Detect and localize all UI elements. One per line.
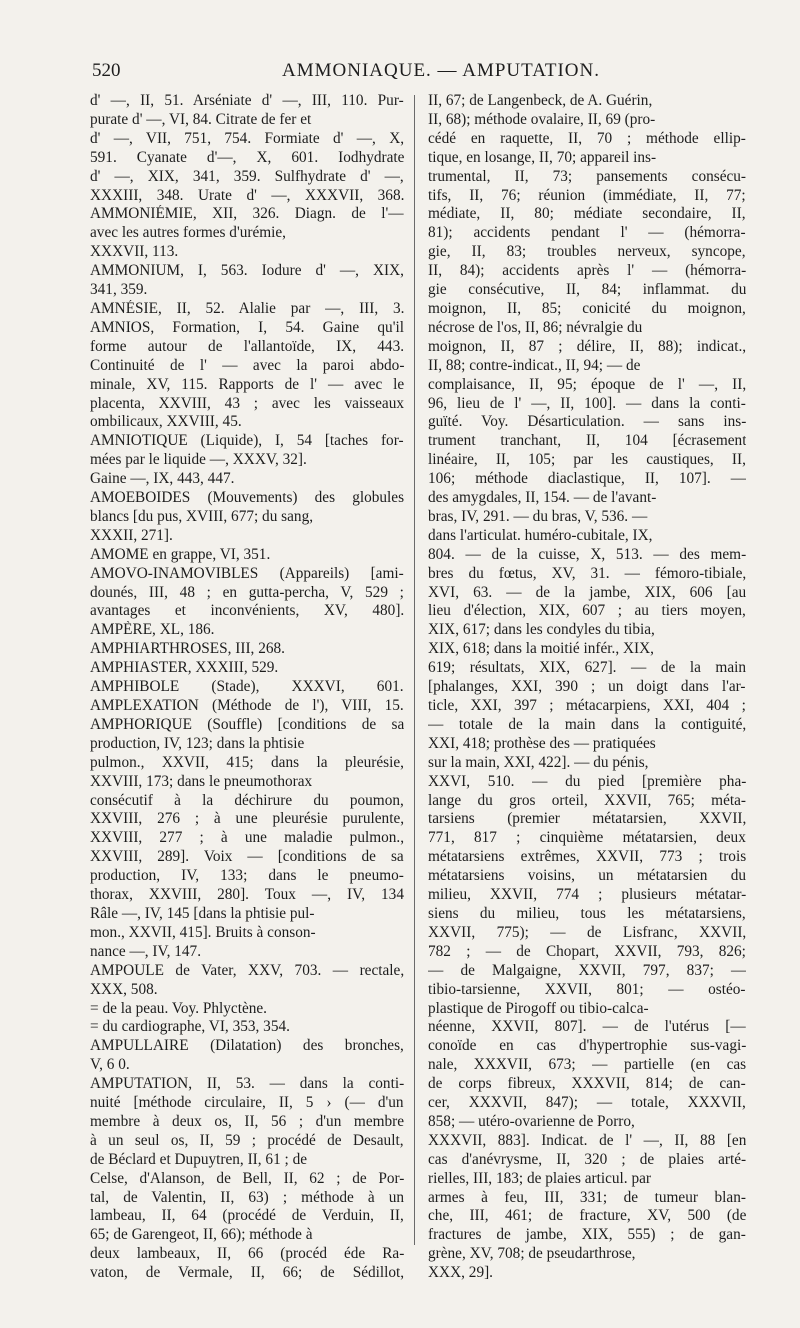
text-line: Râle —, IV, 145 [dans la phtisie pul- bbox=[90, 904, 315, 922]
text-line: 65; de Garengeot, II, 66); méthode à bbox=[90, 1226, 313, 1244]
text-line: forme autour de l'allantoïde, IX, 443. bbox=[90, 337, 404, 355]
text-line: tique, en losange, II, 70; appareil ins- bbox=[428, 148, 657, 166]
text-line: = de la peau. Voy. Phlyctène. bbox=[90, 999, 267, 1017]
text-line: deux lambeaux, II, 66 (procéd éde Ra- bbox=[90, 1245, 404, 1263]
text-line: d' —, VII, 751, 754. Formiate d' —, X, bbox=[90, 129, 404, 147]
text-line: AMNIOTIQUE (Liquide), I, 54 [taches for- bbox=[90, 432, 404, 450]
text-line: 771, 817 ; cinquième métatarsien, deux bbox=[428, 829, 746, 847]
text-line: nale, XXXVII, 673; — partielle (en cas bbox=[428, 1056, 746, 1074]
text-line: tibio-tarsienne, XXVII, 801; — ostéo- bbox=[428, 980, 746, 998]
text-line: XIX, 618; dans la moitié infér., XIX, bbox=[428, 640, 655, 658]
text-line: rielles, III, 183; de plaies articul. par bbox=[428, 1169, 651, 1187]
text-line: lieu d'élection, XIX, 607 ; au tiers moyen, bbox=[428, 602, 746, 620]
text-line: métatarsiens extrêmes, XXVII, 773 ; trois bbox=[428, 848, 746, 866]
text-line: dounés, III, 48 ; en gutta-percha, V, 529 ; bbox=[90, 583, 404, 601]
text-line: V, 6 0. bbox=[90, 1056, 130, 1074]
text-line: AMPOULE de Vater, XXV, 703. — rectale, bbox=[90, 961, 404, 979]
text-line: II, 88; contre-indicat., II, 94; — de bbox=[428, 356, 641, 374]
text-line: XXXVII, 113. bbox=[90, 243, 179, 261]
text-line: bres du fœtus, XV, 31. — fémoro-tibiale, bbox=[428, 564, 746, 582]
text-line: membre à deux os, II, 56 ; d'un membre bbox=[90, 1112, 404, 1130]
text-line: 782 ; — de Chopart, XXVII, 793, 826; bbox=[428, 942, 746, 960]
text-line: trumental, II, 73; pansements consécu- bbox=[428, 167, 746, 185]
text-line: 619; résultats, XIX, 627]. — de la main bbox=[428, 659, 746, 677]
text-line: bras, IV, 291. — du bras, V, 536. — bbox=[428, 507, 648, 525]
text-line: des amygdales, II, 154. — de l'avant- bbox=[428, 489, 657, 507]
text-line: d' —, II, 51. Arséniate d' —, III, 110. Pur- bbox=[90, 92, 404, 109]
text-line: de corps fibreux, XXXVII, 814; de can- bbox=[428, 1075, 746, 1093]
text-line: linéaire, II, 105; par les caustiques, II, bbox=[428, 451, 746, 469]
text-line: d' —, XIX, 341, 359. Sulfhydrate d' —, bbox=[90, 167, 404, 185]
text-line: XXVIII, 173; dans le pneumothorax bbox=[90, 772, 313, 790]
text-line: AMOVO-INAMOVIBLES (Appareils) [ami- bbox=[90, 564, 404, 582]
text-line: XVI, 63. — de la jambe, XIX, 606 [au bbox=[428, 583, 746, 601]
text-line: — de Malgaigne, XXVII, 797, 837; — bbox=[428, 961, 746, 979]
text-line: conoïde en cas d'hypertrophie sus-vagi- bbox=[428, 1037, 746, 1055]
text-line: sur la main, XXI, 422]. — du pénis, bbox=[428, 753, 649, 771]
text-line: II, 67; de Langenbeck, de A. Guérin, bbox=[428, 92, 653, 109]
text-line: avec les autres formes d'urémie, bbox=[90, 224, 287, 242]
text-line: XXXIII, 348. Urate d' —, XXXVII, 368. bbox=[90, 186, 404, 204]
text-line: pulmon., XXVII, 415; dans la pleurésie, bbox=[90, 753, 404, 771]
text-line: AMPULLAIRE (Dilatation) des bronches, bbox=[90, 1037, 404, 1055]
text-line: production, IV, 123; dans la phtisie bbox=[90, 734, 305, 752]
text-line: guïté. Voy. Désarticulation. — sans ins- bbox=[428, 413, 746, 431]
text-line: métatarsiens voisins, un métatarsien du bbox=[428, 867, 746, 885]
text-line: lambeau, II, 64 (procédé de Verduin, II, bbox=[90, 1207, 404, 1225]
text-line: [phalanges, XXI, 390 ; un doigt dans l'ar- bbox=[428, 678, 746, 696]
text-line: AMNIOS, Formation, I, 54. Gaine qu'il bbox=[90, 318, 404, 336]
text-line: à un seul os, II, 59 ; procédé de Desault, bbox=[90, 1131, 404, 1149]
text-line: gie consécutive, II, 84; inflammat. du bbox=[428, 281, 746, 299]
left-column bbox=[90, 92, 404, 1283]
text-line: nance —, IV, 147. bbox=[90, 942, 202, 960]
text-line: Gaine —, IX, 443, 447. bbox=[90, 470, 235, 488]
text-line: minale, XV, 115. Rapports de l' — avec le bbox=[90, 375, 404, 393]
text-line: armes à feu, III, 331; de tumeur blan- bbox=[428, 1188, 746, 1206]
text-line: 858; — utéro-ovarienne de Porro, bbox=[428, 1112, 635, 1130]
text-line: fractures de jambe, XIX, 555) ; de gan- bbox=[428, 1226, 746, 1244]
text-line: cas d'anévrysme, II, 320 ; de plaies arté- bbox=[428, 1150, 746, 1168]
text-line: XXXVII, 883]. Indicat. de l' —, II, 88 [en bbox=[428, 1131, 746, 1149]
text-line: 341, 359. bbox=[90, 281, 148, 299]
text-line: AMPHORIQUE (Souffle) [conditions de sa bbox=[90, 715, 404, 733]
text-line: 106; méthode diaclastique, II, 107]. — bbox=[428, 470, 746, 488]
text-line: nuité [méthode circulaire, II, 5 › (— d'un bbox=[90, 1094, 404, 1112]
text-line: XIX, 617; dans les condyles du tibia, bbox=[428, 621, 655, 639]
text-line: cédé en raquette, II, 70 ; méthode ellip- bbox=[428, 129, 746, 147]
text-line: trument tranchant, II, 104 [écrasement bbox=[428, 432, 746, 450]
text-line: XXVIII, 276 ; à une pleurésie purulente, bbox=[90, 810, 404, 828]
text-line: grène, XV, 708; de pseudarthrose, bbox=[428, 1245, 636, 1263]
text-line: ombilicaux, XXVIII, 45. bbox=[90, 413, 242, 431]
text-line: plastique de Pirogoff ou tibio-calca- bbox=[428, 999, 649, 1017]
text-line: consécutif à la déchirure du poumon, bbox=[90, 791, 404, 809]
text-line: mon., XXVII, 415]. Bruits à conson- bbox=[90, 923, 316, 941]
text-line: gie, II, 83; troubles nerveux, syncope, bbox=[428, 243, 746, 261]
text-line: = du cardiographe, VI, 353, 354. bbox=[90, 1018, 290, 1036]
text-line: XXX, 29]. bbox=[428, 1264, 494, 1282]
text-line: de Béclard et Dupuytren, II, 61 ; de bbox=[90, 1150, 308, 1168]
text-line: AMPLEXATION (Méthode de l'), VIII, 15. bbox=[90, 697, 404, 714]
text-line: placenta, XXVIII, 43 ; avec les vaisseaux bbox=[90, 394, 404, 412]
text-line: blancs [du pus, XVIII, 677; du sang, bbox=[90, 507, 314, 525]
text-line: II, 68); méthode ovalaire, II, 69 (pro- bbox=[428, 110, 656, 128]
text-line: 804. — de la cuisse, X, 513. — des mem- bbox=[428, 545, 746, 563]
text-line: XXX, 508. bbox=[90, 980, 158, 998]
text-line: siens du milieu, tous les métatarsiens, bbox=[428, 904, 746, 922]
text-line: XXVII, 775); — de Lisfranc, XXVII, bbox=[428, 923, 746, 941]
text-line: AMMONIÉMIE, XII, 326. Diagn. de l'— bbox=[90, 205, 404, 223]
text-line: cer, XXXVII, 847); — totale, XXXVII, bbox=[428, 1094, 746, 1112]
text-line: tarsiens (premier métatarsien, XXVII, bbox=[428, 810, 746, 828]
text-line: AMNÉSIE, II, 52. Alalie par —, III, 3. bbox=[90, 299, 404, 317]
running-head: AMMONIAQUE. — AMPUTATION. bbox=[282, 60, 600, 81]
text-line: vaton, de Vermale, II, 66; de Sédillot, bbox=[90, 1264, 404, 1282]
text-line: XXI, 418; prothèse des — pratiquées bbox=[428, 734, 656, 752]
text-line: che, III, 461; de fracture, XV, 500 (de bbox=[428, 1207, 746, 1225]
text-line: AMPHIARTHROSES, III, 268. bbox=[90, 640, 285, 658]
text-line: moignon, II, 85; conicité du moignon, bbox=[428, 299, 746, 317]
right-column bbox=[428, 92, 746, 1283]
text-line: AMOEBOIDES (Mouvements) des globules bbox=[90, 489, 404, 507]
text-line: AMPÈRE, XL, 186. bbox=[90, 621, 215, 639]
text-line: AMPHIASTER, XXXIII, 529. bbox=[90, 659, 279, 677]
text-line: AMPHIBOLE (Stade), XXXVI, 601. bbox=[90, 678, 404, 696]
text-line: médiate, II, 80; médiate secondaire, II, bbox=[428, 205, 746, 223]
column-divider bbox=[414, 95, 415, 1245]
page-header bbox=[92, 60, 712, 90]
text-line: moignon, II, 87 ; délire, II, 88); indicat., bbox=[428, 337, 746, 355]
text-line: AMPUTATION, II, 53. — dans la conti- bbox=[90, 1075, 404, 1093]
text-line: ticle, XXI, 397 ; métacarpiens, XXI, 404 ; bbox=[428, 697, 746, 714]
text-line: nécrose de l'os, II, 86; névralgie du bbox=[428, 318, 643, 336]
text-line: 591. Cyanate d'—, X, 601. Iodhydrate bbox=[90, 148, 404, 166]
text-line: — totale de la main dans la contiguité, bbox=[428, 715, 746, 733]
text-line: XXVIII, 289]. Voix — [conditions de sa bbox=[90, 848, 404, 866]
text-line: Celse, d'Alanson, de Bell, II, 62 ; de Por- bbox=[90, 1169, 404, 1187]
text-line: lange du gros orteil, XXVII, 765; méta- bbox=[428, 791, 746, 809]
text-line: mées par le liquide —, XXXV, 32]. bbox=[90, 451, 307, 469]
text-line: AMOME en grappe, VI, 351. bbox=[90, 545, 271, 563]
text-line: II, 84); accidents après l' — (hémorra- bbox=[428, 262, 746, 280]
text-line: XXXII, 271]. bbox=[90, 526, 173, 544]
text-line: Continuité de l' — avec la paroi abdo- bbox=[90, 356, 404, 374]
text-line: néenne, XXVII, 807]. — de l'utérus [— bbox=[428, 1018, 746, 1036]
text-line: 81); accidents pendant l' — (hémorra- bbox=[428, 224, 746, 242]
text-line: production, IV, 133; dans le pneumo- bbox=[90, 867, 404, 885]
text-line: 96, lieu de l' —, II, 100]. — dans la conti- bbox=[428, 394, 746, 412]
page-number: 520 bbox=[92, 60, 121, 81]
text-line: XXVIII, 277 ; à une maladie pulmon., bbox=[90, 829, 404, 847]
text-line: tal, de Valentin, II, 63) ; méthode à un bbox=[90, 1188, 404, 1206]
text-line: tifs, II, 76; réunion (immédiate, II, 77; bbox=[428, 186, 746, 204]
text-line: purate d' —, VI, 84. Citrate de fer et bbox=[90, 110, 312, 128]
text-line: dans l'articulat. huméro-cubitale, IX, bbox=[428, 526, 653, 544]
text-line: AMMONIUM, I, 563. Iodure d' —, XIX, bbox=[90, 262, 404, 280]
text-line: complaisance, II, 95; époque de l' —, II, bbox=[428, 375, 746, 393]
text-line: thorax, XXVIII, 280]. Toux —, IV, 134 bbox=[90, 886, 404, 904]
text-line: milieu, XXVII, 774 ; plusieurs métatar- bbox=[428, 886, 746, 904]
text-line: XXVI, 510. — du pied [première pha- bbox=[428, 772, 746, 790]
text-line: avantages et inconvénients, XV, 480]. bbox=[90, 602, 404, 620]
